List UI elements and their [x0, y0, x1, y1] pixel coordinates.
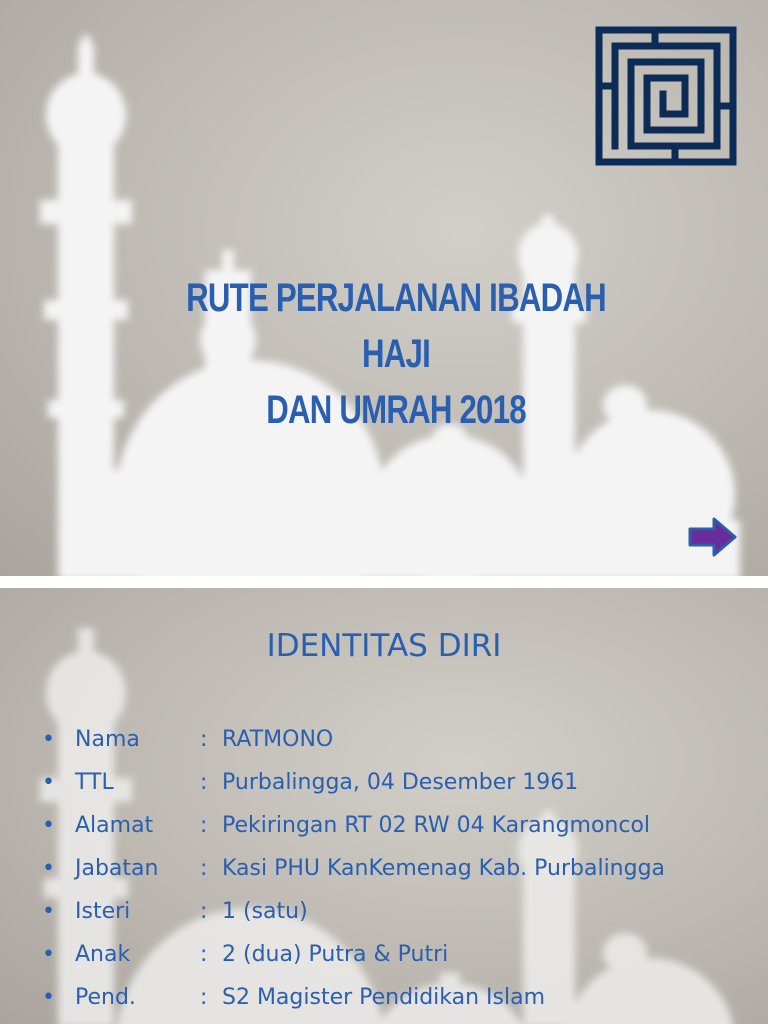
item-value: S2 Magister Pendidikan Islam	[222, 985, 546, 1010]
list-item	[42, 761, 665, 804]
identity-slide	[0, 588, 768, 1024]
item-separator: :	[200, 985, 208, 1010]
bullet-icon: •	[42, 942, 55, 967]
item-value: Pekiringan RT 02 RW 04 Karangmoncol	[222, 813, 651, 838]
item-label: Jabatan	[75, 856, 159, 881]
bullet-icon: •	[42, 813, 55, 838]
list-item	[42, 718, 665, 761]
kufic-calligraphy-logo	[595, 26, 737, 166]
next-slide-button[interactable]	[688, 516, 738, 558]
item-value: Kasi PHU KanKemenag Kab. Purbalingga	[222, 856, 666, 881]
item-label: TTL	[75, 770, 114, 795]
right-arrow-icon	[690, 519, 735, 555]
item-value: 1 (satu)	[222, 899, 308, 924]
item-value: RATMONO	[222, 727, 334, 752]
item-separator: :	[200, 899, 208, 924]
list-item	[42, 933, 665, 976]
list-item	[42, 804, 665, 847]
item-label: Pend.	[75, 985, 136, 1010]
list-item	[42, 890, 665, 933]
item-label: Nama	[75, 727, 140, 752]
item-label: Anak	[75, 942, 131, 967]
list-item	[42, 847, 665, 890]
bullet-icon: •	[42, 770, 55, 795]
slide-title	[162, 270, 630, 438]
slide-title-line-1: RUTE PERJALANAN IBADAH HAJI	[186, 276, 606, 376]
item-label: Alamat	[75, 813, 154, 838]
item-separator: :	[200, 813, 208, 838]
item-separator: :	[200, 856, 208, 881]
item-separator: :	[200, 942, 208, 967]
bullet-icon: •	[42, 899, 55, 924]
item-value: Purbalingga, 04 Desember 1961	[222, 770, 579, 795]
bullet-icon: •	[42, 985, 55, 1010]
slide-divider	[0, 576, 768, 588]
bullet-icon: •	[42, 856, 55, 881]
list-item	[42, 976, 665, 1019]
item-separator: :	[200, 727, 208, 752]
item-value: 2 (dua) Putra & Putri	[222, 942, 449, 967]
identity-heading: IDENTITAS DIRI	[266, 628, 502, 664]
bullet-icon: •	[42, 727, 55, 752]
identity-list	[42, 718, 665, 1019]
item-separator: :	[200, 770, 208, 795]
item-label: Isteri	[75, 899, 131, 924]
slide-title-line-2: DAN UMRAH 2018	[266, 388, 526, 432]
